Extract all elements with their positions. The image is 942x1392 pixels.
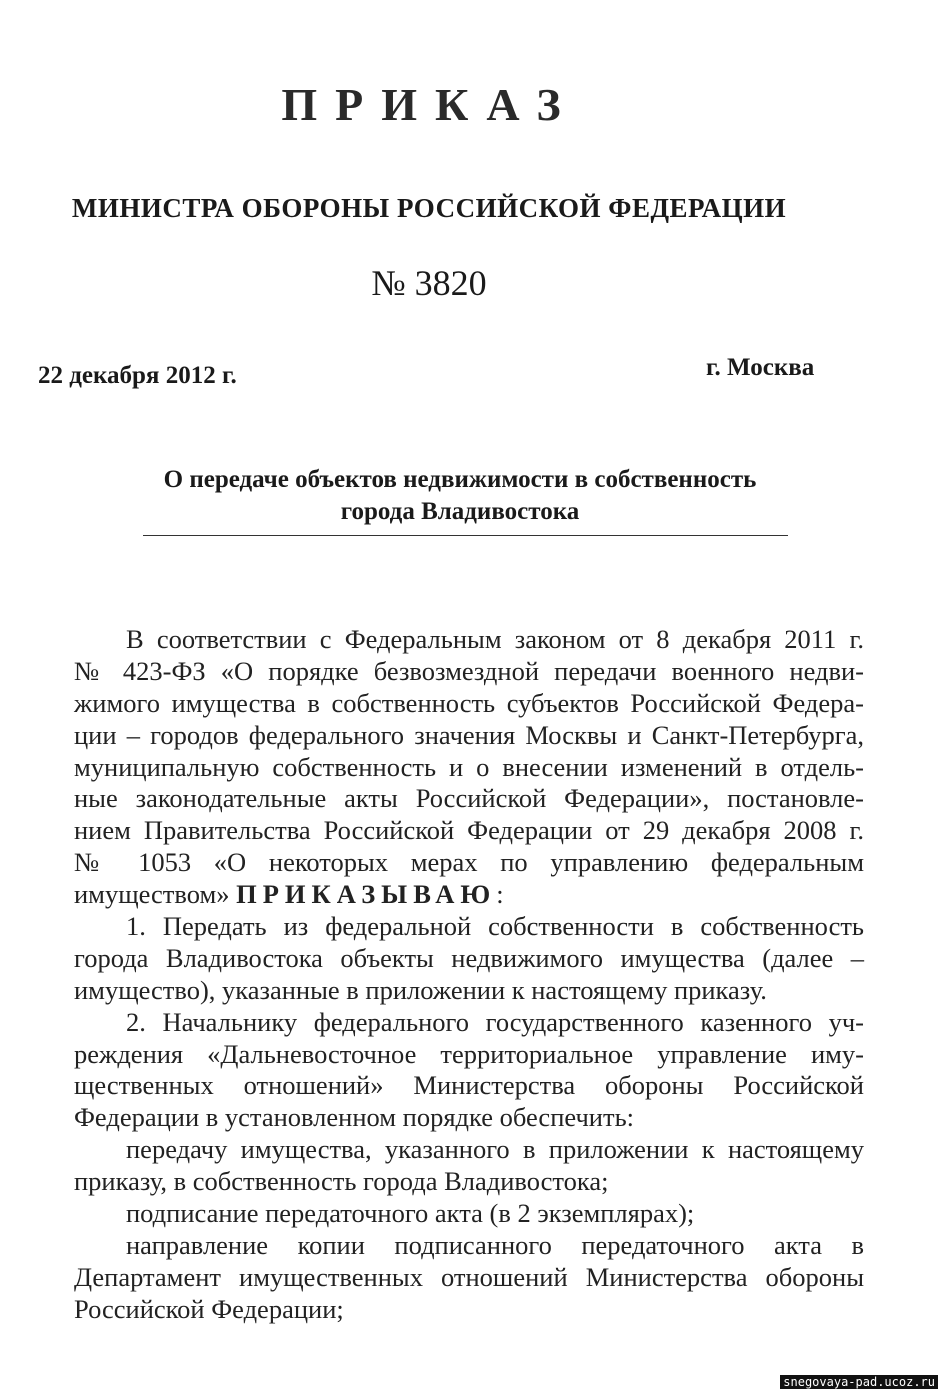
body-line: муниципальную собственность и о внесении изменений в отдель- [74, 751, 864, 782]
order-directive: ПРИКАЗЫВАЮ [236, 879, 497, 910]
body-line: 1. Передать из федеральной собственности в собственность [126, 911, 864, 942]
body-line: 2. Начальнику федерального государственного казенного уч- [126, 1006, 864, 1037]
body-line: щественных отношений» Министерства обороны Российской [74, 1070, 864, 1101]
order-heading-line: О передаче объектов недвижимости в собственность [163, 466, 757, 493]
body-line: направление копии подписанного передаточного акта в [126, 1229, 864, 1260]
order-number: № 3820 [371, 263, 487, 303]
body-line: жимого имущества в собственность субъектов Российской Федера- [74, 687, 864, 718]
body-line: № 1053 «О некоторых мерах по управлению федеральным [74, 847, 864, 878]
order-heading-line: города Владивостока [340, 498, 580, 525]
body-line [74, 879, 864, 911]
body-line: города Владивостока объекты недвижимого имущества (далее – [74, 942, 864, 973]
body-line: приказу, в собственность города Владивостока; [74, 1166, 609, 1197]
body-line: № 423-ФЗ «О порядке безвозмездной передачи военного недви- [74, 655, 864, 686]
order-body [74, 624, 864, 1326]
order-heading [60, 464, 860, 528]
body-text: : [496, 879, 504, 910]
heading-underline [143, 535, 788, 536]
body-line: Российской Федерации; [74, 1293, 344, 1324]
body-text: имуществом» [74, 879, 237, 910]
body-line: Федерации в установленном порядке обеспечить: [74, 1102, 635, 1133]
order-city: г. Москва [706, 354, 815, 381]
document-title: ПРИКАЗ [281, 79, 579, 130]
body-line: В соответствии с Федеральным законом от 8 декабря 2011 г. [126, 624, 864, 654]
body-line: подписание передаточного акта (в 2 экземплярах); [126, 1198, 695, 1229]
site-watermark: snegovaya-pad.ucoz.ru [780, 1375, 938, 1389]
order-date: 22 декабря 2012 г. [38, 362, 237, 389]
body-line: нием Правительства Российской Федерации от 29 декабря 2008 г. [74, 815, 864, 846]
body-line: имущество), указанные в приложении к настоящему приказу. [74, 974, 767, 1005]
body-line: ции – городов федерального значения Москвы и Санкт-Петербурга, [74, 719, 864, 750]
body-line: реждения «Дальневосточное территориальное управление иму- [74, 1038, 864, 1069]
body-line: Департамент имущественных отношений Министерства обороны [74, 1261, 864, 1292]
body-line: ные законодательные акты Российской Федерации», постановле- [74, 783, 864, 814]
document-issuer: МИНИСТРА ОБОРОНЫ РОССИЙСКОЙ ФЕДЕРАЦИИ [71, 193, 787, 223]
body-line: передачу имущества, указанного в приложении к настоящему [126, 1134, 864, 1165]
